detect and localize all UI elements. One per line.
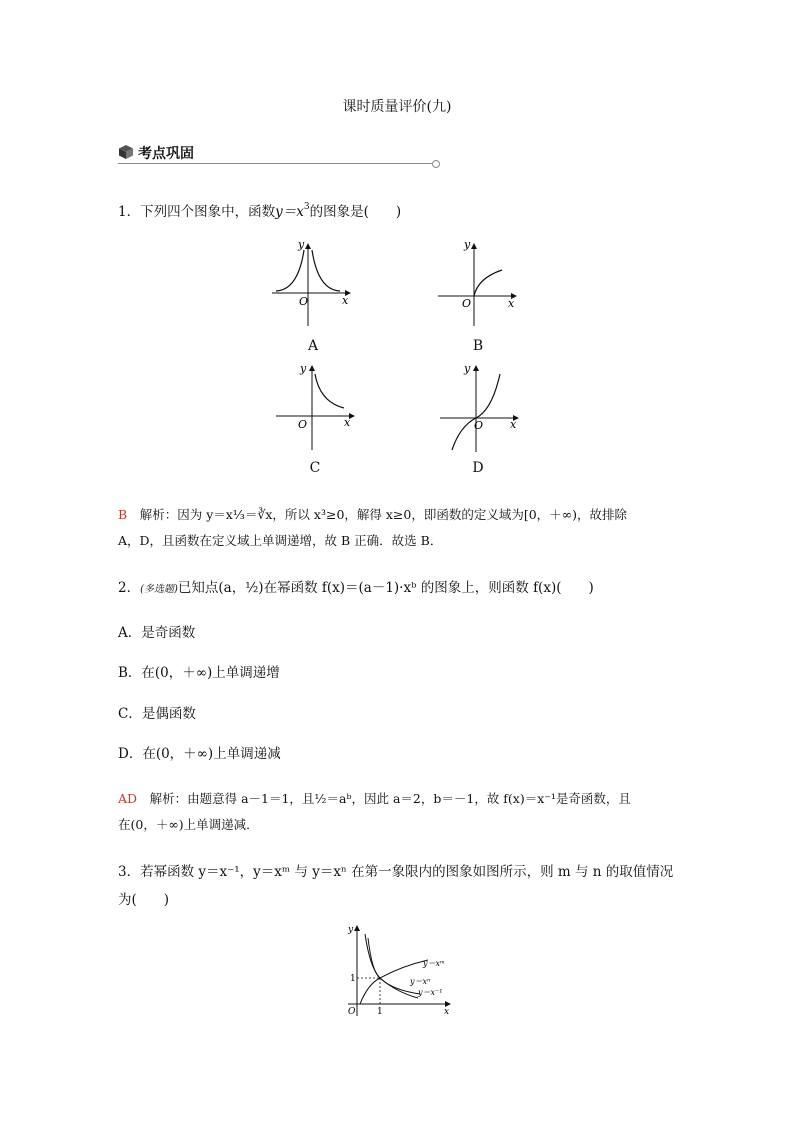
svg-text:O: O — [298, 418, 308, 431]
svg-text:y＝xᵐ: y＝xᵐ — [423, 959, 445, 968]
svg-text:1: 1 — [350, 974, 356, 984]
svg-text:y＝xⁿ: y＝xⁿ — [410, 977, 431, 986]
origin-label: O — [299, 295, 309, 308]
q2-option-a: A．是奇函数 — [118, 625, 196, 641]
svg-text:x: x — [444, 1007, 450, 1017]
svg-text:x: x — [510, 418, 517, 431]
question-1-analysis: B 解析：因为 y＝x⅓＝∛x，所以 x³≥0，解得 x≥0，即函数的定义域为[0，＋∞)，故排除 A，D，且函数在定义域上单调递增，故 B 正确．故选 B． — [118, 507, 627, 548]
option-c-label: C — [309, 460, 321, 476]
svg-text:y: y — [464, 238, 471, 251]
q2-option-d: D．在(0，＋∞)上单调递减 — [118, 746, 281, 762]
option-d-label: D — [472, 460, 484, 476]
option-a-label: A — [307, 338, 319, 354]
svg-text:y＝x⁻¹: y＝x⁻¹ — [418, 988, 443, 997]
graph-c — [272, 360, 362, 455]
page-title: 课时质量评价(九) — [342, 99, 452, 115]
x-axis-label: x — [342, 294, 349, 307]
svg-text:O: O — [462, 297, 472, 310]
svg-text:1: 1 — [377, 1007, 383, 1017]
svg-text:x: x — [508, 297, 515, 310]
graph-a — [268, 238, 358, 328]
svg-text:y: y — [464, 362, 471, 375]
y-axis-label: y — [298, 238, 305, 251]
answer: AD — [118, 791, 138, 806]
svg-text:O: O — [474, 419, 484, 432]
answer: B — [118, 507, 128, 522]
question-1-stem: 1．下列四个图象中，函数$y=x^3$的图象是( ) — [118, 202, 402, 220]
question-3-stem: 3．若幂函数 y＝x⁻¹，y＝xᵐ 与 y＝xⁿ 在第一象限内的图象如图所示，则 m 与 n 的取值情况 为( ) — [118, 864, 674, 908]
divider-end-dot — [432, 160, 440, 168]
q2-option-b: B．在(0，＋∞)上单调递增 — [118, 665, 280, 681]
question-2-analysis: AD 解析：由题意得 a－1＝1，且½＝aᵇ，因此 a＝2，b＝－1，故 f(x)＝x⁻¹是奇函数，且 在(0，＋∞)上单调递减． — [118, 791, 631, 832]
q2-option-c: C．是偶函数 — [118, 706, 196, 722]
svg-text:x: x — [344, 416, 351, 429]
graph-d — [436, 360, 526, 455]
svg-text:O: O — [348, 1007, 356, 1017]
section-title: 考点巩固 — [138, 146, 194, 162]
svg-text:y: y — [300, 362, 307, 375]
cube-icon — [118, 144, 134, 164]
svg-text:y: y — [348, 925, 354, 935]
power-function-graph — [340, 920, 460, 1020]
question-2-stem: 2．(多选题)已知点(a，½)在幂函数 f(x)＝(a－1)·xᵇ 的图象上，则函数 f(x)( ) — [118, 580, 594, 596]
graph-b — [434, 238, 524, 328]
option-b-label: B — [472, 338, 484, 354]
section-divider — [118, 163, 434, 164]
